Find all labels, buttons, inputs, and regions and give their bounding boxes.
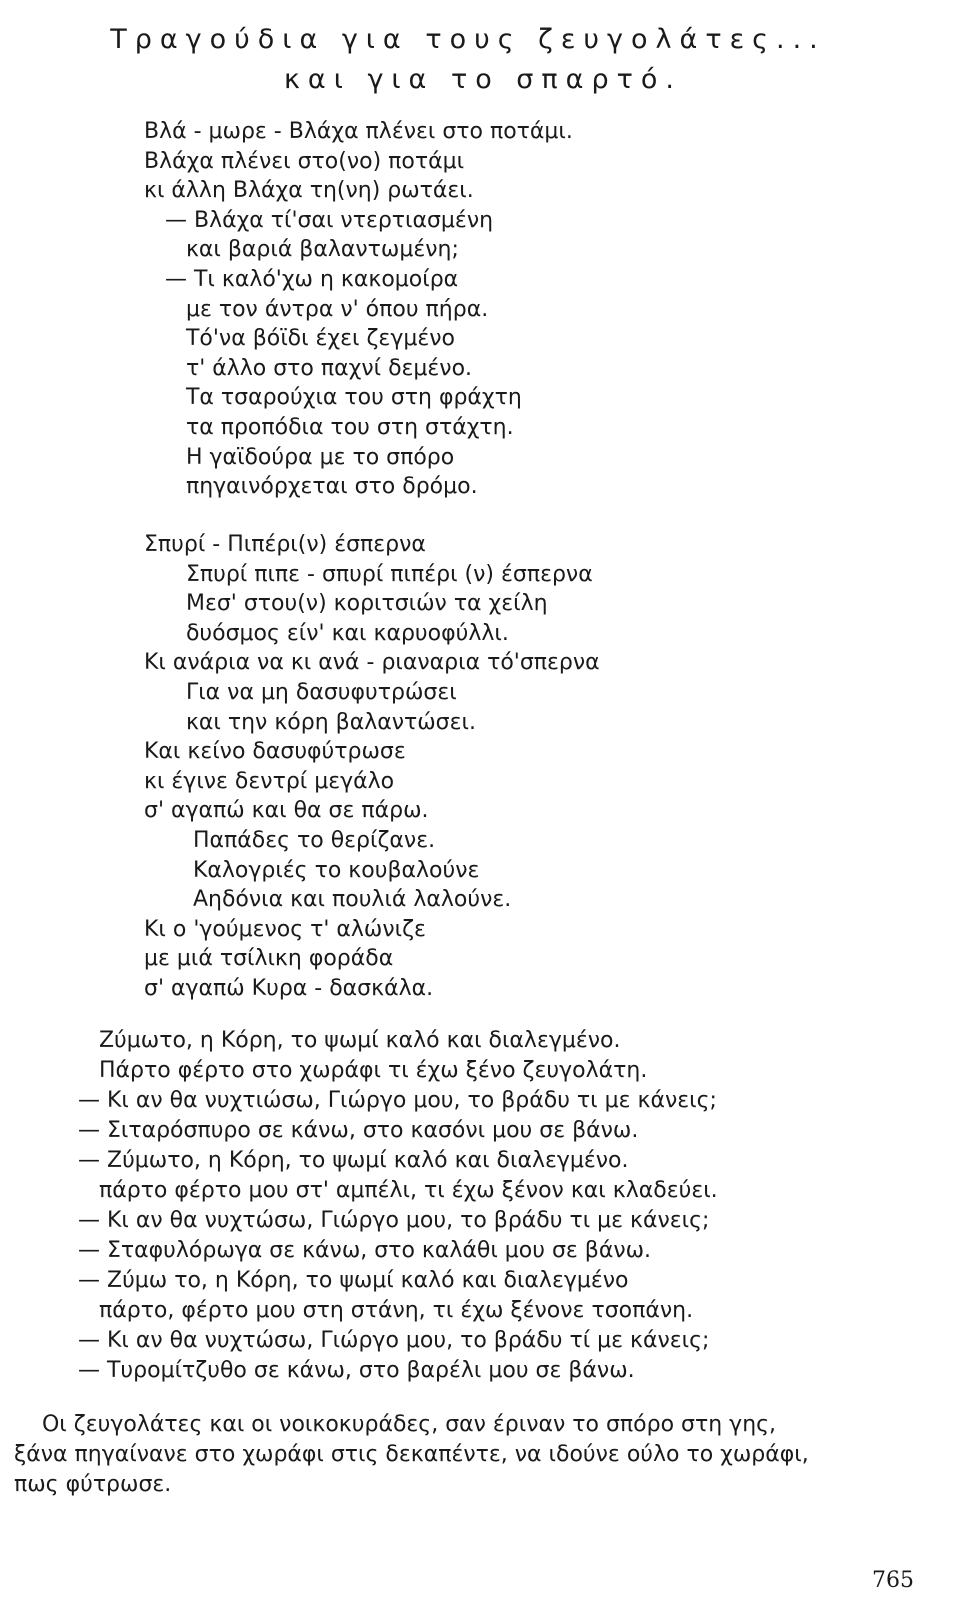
verse-line: Αηδόνια και πουλιά λαλούνε.	[144, 887, 512, 913]
closing-paragraph	[14, 1410, 932, 1500]
verse-line: — Ζύμω το, η Κόρη, το ψωμί καλό και διαλεγμένο	[78, 1268, 629, 1293]
verse-line: σ' αγαπώ και θα σε πάρω.	[144, 798, 429, 824]
song-spyri-piperi	[144, 530, 600, 1004]
verse-line: — Βλάχα τί'σαι ντερτιασμένη	[144, 207, 494, 233]
verse-line: Κι ο 'γούμενος τ' αλώνιζε	[144, 916, 426, 942]
verse-line: Μεσ' στου(ν) κοριτσιών τα χείλη	[144, 591, 548, 617]
verse-line: — Τι καλό'χω η κακομοίρα	[144, 266, 459, 292]
verse-line: Καλογριές το κουβαλούνε	[144, 857, 480, 883]
verse-line: Βλά - μωρε - Βλάχα πλένει στο ποτάμι.	[144, 119, 573, 144]
title-line-2: και για το σπαρτό.	[284, 64, 682, 95]
page-number: 765	[872, 1568, 914, 1593]
verse-line: Παπάδες το θερίζανε.	[144, 827, 436, 853]
verse-line: κι άλλη Βλάχα τη(νη) ρωτάει.	[144, 178, 474, 204]
verse-line: δυόσμος είν' και καρυοφύλλι.	[144, 620, 509, 646]
verse-line: Τα τσαρούχια του στη φράχτη	[144, 385, 522, 411]
prose-line: ξάνα πηγαίνανε στο χωράφι στις δεκαπέντε, να ιδούνε ούλο το χωράφι,	[14, 1442, 809, 1467]
verse-line: Βλάχα πλένει στο(νο) ποτάμι	[144, 148, 465, 174]
verse-line: πάρτο φέρτο μου στ' αμπέλι, τι έχω ξένον και κλαδεύει.	[78, 1178, 718, 1203]
verse-line: Και κείνο δασυφύτρωσε	[144, 739, 406, 765]
song-zymoto	[78, 1026, 718, 1386]
verse-line: και την κόρη βαλαντώσει.	[144, 709, 476, 735]
verse-line: — Σταφυλόρωγα σε κάνω, στο καλάθι μου σε βάνω.	[78, 1238, 652, 1263]
page-title	[0, 20, 956, 100]
verse-line: τ' άλλο στο παχνί δεμένο.	[144, 355, 473, 381]
verse-line: Κι ανάρια να κι ανά - ριαναρια τό'σπερνα	[144, 650, 600, 676]
verse-line: πάρτο, φέρτο μου στη στάνη, τι έχω ξένονε τσοπάνη.	[78, 1298, 694, 1323]
verse-line: — Τυρομίτζυθο σε κάνω, στο βαρέλι μου σε βάνω.	[78, 1358, 635, 1383]
verse-line: σ' αγαπώ Κυρα - δασκάλα.	[144, 975, 434, 1001]
verse-line: — Κι αν θα νυχτιώσω, Γιώργο μου, το βράδυ τι με κάνεις;	[78, 1088, 717, 1113]
verse-line: με μιά τσίλικη φοράδα	[144, 946, 394, 972]
verse-line: Ζύμωτο, η Κόρη, το ψωμί καλό και διαλεγμένο.	[78, 1028, 621, 1053]
verse-line: — Κι αν θα νυχτώσω, Γιώργο μου, το βράδυ τι με κάνεις;	[78, 1208, 710, 1233]
song-blacha	[144, 117, 573, 502]
title-line-1: Τραγούδια για τους ζευγολάτες...	[110, 24, 826, 55]
verse-line: — Κι αν θα νυχτώσω, Γιώργο μου, το βράδυ τί με κάνεις;	[78, 1328, 710, 1353]
verse-line: Σπυρί πιπε - σπυρί πιπέρι (ν) έσπερνα	[144, 561, 593, 587]
verse-line: — Σιταρόσπυρο σε κάνω, στο κασόνι μου σε βάνω.	[78, 1118, 639, 1143]
verse-line: Τό'να βόϊδι έχει ζεγμένο	[144, 326, 455, 352]
verse-line: Η γαϊδούρα με το σπόρο	[144, 444, 455, 470]
verse-line: και βαριά βαλαντωμένη;	[144, 237, 459, 263]
verse-line: Πάρτο φέρτο στο χωράφι τι έχω ξένο ζευγολάτη.	[78, 1058, 648, 1083]
verse-line: — Ζύμωτο, η Κόρη, το ψωμί καλό και διαλεγμένο.	[78, 1148, 629, 1173]
verse-line: τα προπόδια του στη στάχτη.	[144, 414, 514, 440]
prose-line: Οι ζευγολάτες και οι νοικοκυράδες, σαν έριναν το σπόρο στη γης,	[14, 1412, 777, 1437]
verse-line: πηγαινόρχεται στο δρόμο.	[144, 474, 478, 500]
verse-line: Για να μη δασυφυτρώσει	[144, 679, 457, 705]
verse-line: Σπυρί - Πιπέρι(ν) έσπερνα	[144, 532, 426, 557]
verse-line: κι έγινε δεντρί μεγάλο	[144, 768, 395, 794]
verse-line: με τον άντρα ν' όπου πήρα.	[144, 296, 489, 322]
prose-line: πως φύτρωσε.	[14, 1472, 172, 1497]
